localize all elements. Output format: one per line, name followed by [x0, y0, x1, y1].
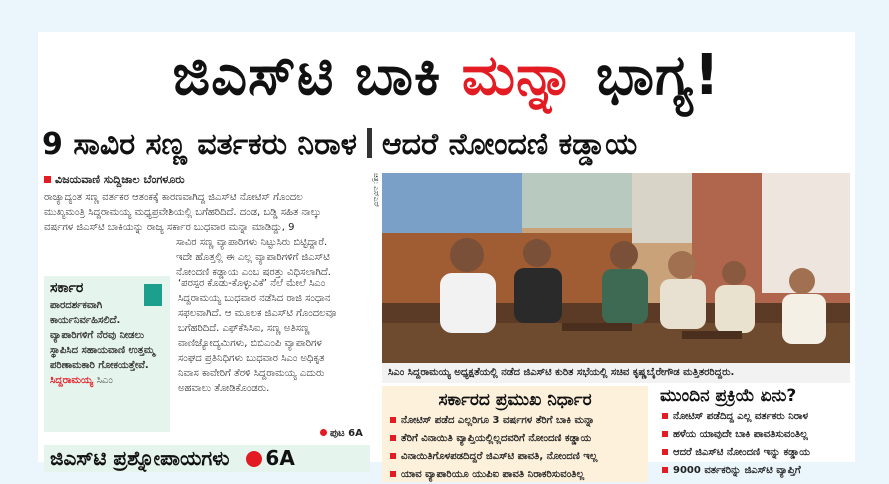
body-line: ನೋಂದಣಿ ಕಡ್ಡಾಯ ಎಂಬ ಷರತ್ತು ವಿಧಿಸಲಾಗಿದೆ.	[176, 267, 331, 278]
next-step-item: ಹಳೆಯ ಯಾವುದೇ ಬಾಕಿ ಪಾವತಿಸುವಂತಿಲ್ಲ	[662, 426, 850, 444]
body-line: ಸಾವಿರ ಸಣ್ಣ ವ್ಯಾಪಾರಿಗಳು ನಿಟ್ಟುಸಿರು ಬಿಟ್ಟಿದ್ದಾರೆ.	[176, 237, 328, 248]
promo-label: ಜಿಎಸ್‌ಟಿ ಪ್ರಶ್ನೋಪಾಯಗಳು	[50, 446, 230, 470]
decision-item: ನೋಟಿಸ್ ಪಡೆದ ಎಲ್ಲರಿಗೂ 3 ವರ್ಷಗಳ ತೆರಿಗೆ ಬಾಕಿ ಮನ್ನಾ	[390, 412, 648, 430]
decisions-title: ಸರ್ಕಾರದ ಪ್ರಮುಖ ನಿರ್ಧಾರ	[438, 390, 592, 410]
decision-item: ತೆರಿಗೆ ವಿನಾಯಿತಿ ವ್ಯಾಪ್ತಿಯಲ್ಲಿಲ್ಲದವರಿಗೆ ನೋಂದಣಿ ಕಡ್ಡಾಯ	[390, 430, 648, 448]
dateline: ವಿಜಯವಾಣಿ ಸುದ್ದಿಜಾಲ ಬೆಂಗಳೂರು	[44, 173, 185, 187]
headline-part-2: ಮನ್ನಾ	[461, 43, 576, 108]
headline	[38, 36, 855, 116]
quote-author	[44, 375, 170, 386]
photo-caption: ಸಿಎಂ ಸಿದ್ದರಾಮಯ್ಯ ಅಧ್ಯಕ್ಷತೆಯಲ್ಲಿ ನಡೆದ ಜಿಎಸ್‌ಟಿ ಕುರಿತ ಸಭೆಯಲ್ಲಿ ಸಚಿವ ಕೃಷ್ಣಬೈರೇಗೌಡ ಮತ್ತಿತರರಿದ್ದರು.	[382, 363, 850, 383]
article-body	[178, 276, 370, 396]
next-steps-list	[654, 408, 850, 480]
subhead-divider	[367, 128, 372, 158]
decision-item: ವಿನಾಯಿತಿಗೊಳಪಡದಿದ್ದರೆ ಜಿಎಸ್‌ಟಿ ಪಾವತಿ, ನೋಂದಣಿ ಇಲ್ಲ	[390, 448, 648, 466]
subhead-left: 9 ಸಾವಿರ ಸಣ್ಣ ವರ್ತಕರು ನಿರಾಳ	[42, 127, 357, 162]
subhead-right: ಆದರೆ ನೋಂದಣಿ ಕಡ್ಡಾಯ	[381, 127, 638, 162]
next-step-item: ಆದರೆ ಜಿಎಸ್‌ಟಿ ನೋಂದಣಿ ಇನ್ನು ಕಡ್ಡಾಯ	[662, 444, 850, 462]
body-line: ಬಗೆಹರಿದಿದೆ. ಎಫ್‌ಕೆಸಿಸಿಐ, ಸಣ್ಣ ಅತಿಸಣ್ಣ	[178, 323, 310, 334]
body-line: ಸಿದ್ದರಾಮಯ್ಯ ಬುಧವಾರ ನಡೆಸಿದ ರಾಜಿ ಸಂಧಾನ	[178, 293, 331, 304]
headline-part-3: ಭಾಗ್ಯ!	[595, 43, 721, 108]
body-line: ರಾಜ್ಯಾದ್ಯಂತ ಸಣ್ಣ ವರ್ತಕರ ಆತಂಕಕ್ಕೆ ಕಾರಣವಾಗಿದ್ದ ಜಿಎಸ್‌ಟಿ ನೋಟಿಸ್ ಗೊಂದಲ	[44, 192, 303, 203]
quote-author-role: ಸಿಎಂ	[96, 375, 113, 386]
continued-marker: ಪುಟ 6A	[320, 428, 363, 439]
quote-author-name: ಸಿದ್ದರಾಮಯ್ಯ	[50, 375, 94, 386]
decisions-list	[382, 412, 648, 484]
body-line: ಅಹವಾಲು ತೋಡಿಕೊಂಡರು.	[178, 383, 270, 394]
body-line: ಸಂಘದ ಪ್ರತಿನಿಧಿಗಳು ಬುಧವಾರ ಸಿಎಂ ಅಧಿಕೃತ	[178, 353, 325, 364]
promo-banner[interactable]	[44, 445, 370, 472]
decision-item: ಯಾವ ವ್ಯಾಪಾರಿಯೂ ಯುಪಿಐ ಪಾವತಿ ನಿರಾಕರಿಸುವಂತಿಲ್ಲ	[390, 466, 648, 484]
key-decisions-box	[382, 386, 648, 482]
quote-title: ಸರ್ಕಾರ	[50, 280, 84, 296]
next-step-item: 9000 ವರ್ತಕರಿನ್ನು ಜಿಎಸ್‌ಟಿ ವ್ಯಾಪ್ತಿಗೆ	[662, 462, 850, 480]
next-steps-box	[654, 386, 850, 482]
promo-page: 6A	[246, 445, 294, 472]
article-intro	[44, 190, 368, 280]
body-line: ಸಫಲವಾಗಿದೆ. ಆ ಮೂಲಕ ಜಿಎಸ್‌ಟಿ ಗೊಂದಲವೂ	[178, 308, 337, 319]
body-line: ಇದೇ ಹೊತ್ತಲ್ಲಿ ಈ ಎಲ್ಲ ವ್ಯಾಪಾರಿಗಳಿಗೆ ಜಿಎಸ್‌ಟಿ	[176, 252, 330, 263]
body-line: ವರ್ಷಗಳ ಜಿಎಸ್‌ಟಿ ಬಾಕಿಯನ್ನು ರಾಜ್ಯ ಸರ್ಕಾರ ಬುಧವಾರ ಮನ್ನಾ ಮಾಡಿದ್ದು, 9	[44, 222, 295, 233]
meeting-photo-illustration	[382, 173, 850, 363]
body-line: ‘ಪರಸ್ಪರ ಕೊಡು-ಕೊಳ್ಳುವಿಕೆ’ ನೆಲೆ ಮೇಲೆ ಸಿಎಂ	[178, 278, 326, 289]
next-steps-title: ಮುಂದಿನ ಪ್ರಕ್ರಿಯೆ ಏನು?	[660, 386, 797, 406]
body-line: ಮುಖ್ಯಮಂತ್ರಿ ಸಿದ್ದರಾಮಯ್ಯ ಮಧ್ಯಪ್ರವೇಶಿಯಲ್ಲಿ ಬಗೆಹರಿದಿದೆ. ದಂಡ, ಬಡ್ಡಿ ಸಹಿತ ನಾಲ್ಕು	[44, 207, 322, 218]
newspaper-page	[38, 32, 855, 480]
meeting-photo	[382, 173, 850, 363]
headline-part-1: ಜಿಎಸ್‌ಟಿ ಬಾಕಿ	[172, 43, 442, 108]
subheadline	[42, 122, 637, 168]
pull-quote	[44, 276, 170, 432]
body-line: ನಿವಾಸ ಕಾವೇರಿಗೆ ತೆರಳಿ ಸಿದ್ದರಾಮಯ್ಯ ಎದುರು	[178, 368, 325, 379]
quote-text: ಪಾರದರ್ಶಕವಾಗಿ ಕಾರ್ಯನಿರ್ವಹಿಸಲಿದೆ. ವ್ಯಾಪಾರಿಗಳಿಗೆ ನೆರವು ನೀಡಲು ಸ್ಥಾಪಿಸಿದ ಸಹಾಯವಾಣಿ ಉತ್ತಮ್ಮ ಪರಿಣಾಮಕಾರಿ ಗೋಕಯತ್ತೇವೆ.	[50, 300, 155, 371]
photo-credit: ಚಿತ್ರ: ಎಸ್‌ಎಸ್‌	[372, 173, 380, 208]
body-line: ವಾಣಿಜ್ಯೋದ್ಯಮಿಗಳು, ಬಿಬಿಎಂಪಿ ವ್ಯಾಪಾರಿಗಳ	[178, 338, 322, 349]
quote-mark-icon	[144, 284, 162, 306]
next-step-item: ನೋಟಿಸ್ ಪಡೆದಿದ್ದ ಎಲ್ಲ ವರ್ತಕರು ನಿರಾಳ	[662, 408, 850, 426]
